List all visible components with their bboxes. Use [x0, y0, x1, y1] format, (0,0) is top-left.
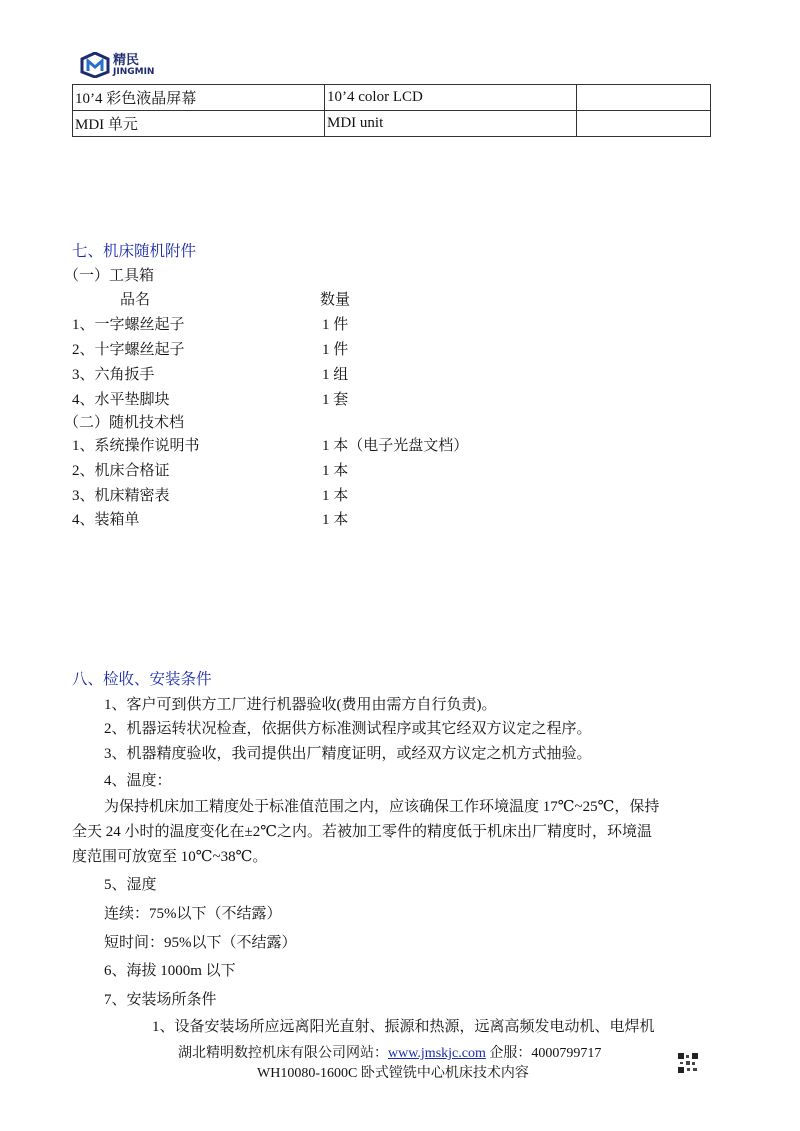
section-7-title: 七、机床随机附件: [72, 243, 197, 260]
table-row: 10’4 彩色液晶屏幕 10’4 color LCD: [73, 85, 711, 111]
subheading-toolbox: （一）工具箱: [64, 268, 155, 284]
website-link[interactable]: www.jmskjc.com: [388, 1046, 486, 1061]
tool-name: 1、一字螺丝起子: [72, 317, 185, 333]
doc-name: 1、系统操作说明书: [72, 438, 200, 454]
text-line: 1、客户可到供方工厂进行机器验收(费用由需方自行负责)。: [104, 697, 497, 713]
footer-doc-title: WH10080-1600C 卧式镗铣中心机床技术内容: [257, 1066, 529, 1081]
spec-table: [72, 84, 711, 137]
tool-qty: 1 件: [322, 317, 349, 333]
text-line: 连续：75%以下（不结露）: [104, 906, 282, 922]
tool-name: 2、十字螺丝起子: [72, 342, 185, 358]
doc-name: 3、机床精密表: [72, 488, 170, 504]
text-line: 3、机器精度验收，我司提供出厂精度证明，或经双方议定之机方式抽验。: [104, 746, 592, 762]
text-line: 4、温度：: [104, 773, 172, 789]
text-line: 2、机器运转状况检查，依据供方标准测试程序或其它经双方议定之程序。: [104, 721, 592, 737]
section-8-title: 八、检收、安装条件: [72, 671, 212, 688]
text-line: 1、设备安装场所应远离阳光直射、振源和热源，远离高频发电动机、电焊机: [152, 1019, 655, 1035]
doc-qty: 1 本: [322, 463, 349, 479]
tool-qty: 1 件: [322, 342, 349, 358]
tool-qty: 1 组: [322, 367, 349, 383]
text-line: 全天 24 小时的温度变化在±2℃之内。若被加工零件的精度低于机床出厂精度时，环境温: [72, 824, 653, 840]
text-line: 度范围可放宽至 10℃~38℃。: [72, 849, 268, 865]
col-name: 品名: [120, 292, 151, 308]
logo: 精民 JINGMIN: [80, 52, 154, 78]
doc-qty: 1 本: [322, 512, 349, 528]
qr-code-icon: [678, 1053, 698, 1073]
tool-name: 4、水平垫脚块: [72, 392, 170, 408]
text-line: 7、安装场所条件: [104, 992, 217, 1008]
subheading-docs: （二）随机技术档: [64, 415, 185, 431]
tool-qty: 1 套: [322, 392, 349, 408]
text-line: 6、海拔 1000m 以下: [104, 963, 236, 979]
text-line: 短时间：95%以下（不结露）: [104, 935, 297, 951]
doc-name: 2、机床合格证: [72, 463, 170, 479]
doc-qty: 1 本: [322, 488, 349, 504]
doc-name: 4、装箱单: [72, 512, 140, 528]
text-line: 5、湿度: [104, 877, 157, 893]
col-qty: 数量: [320, 292, 351, 308]
footer-line: 湖北精明数控机床有限公司网站：www.jmskjc.com 企服：4000799717: [178, 1046, 602, 1061]
text-line: 为保持机床加工精度处于标准值范围之内，应该确保工作环境温度 17℃~25℃，保持: [104, 799, 660, 815]
doc-qty: 1 本（电子光盘文档）: [322, 438, 469, 454]
table-row: MDI 单元 MDI unit: [73, 111, 711, 137]
jingmin-logo-icon: [80, 52, 110, 78]
tool-name: 3、六角扳手: [72, 367, 155, 383]
